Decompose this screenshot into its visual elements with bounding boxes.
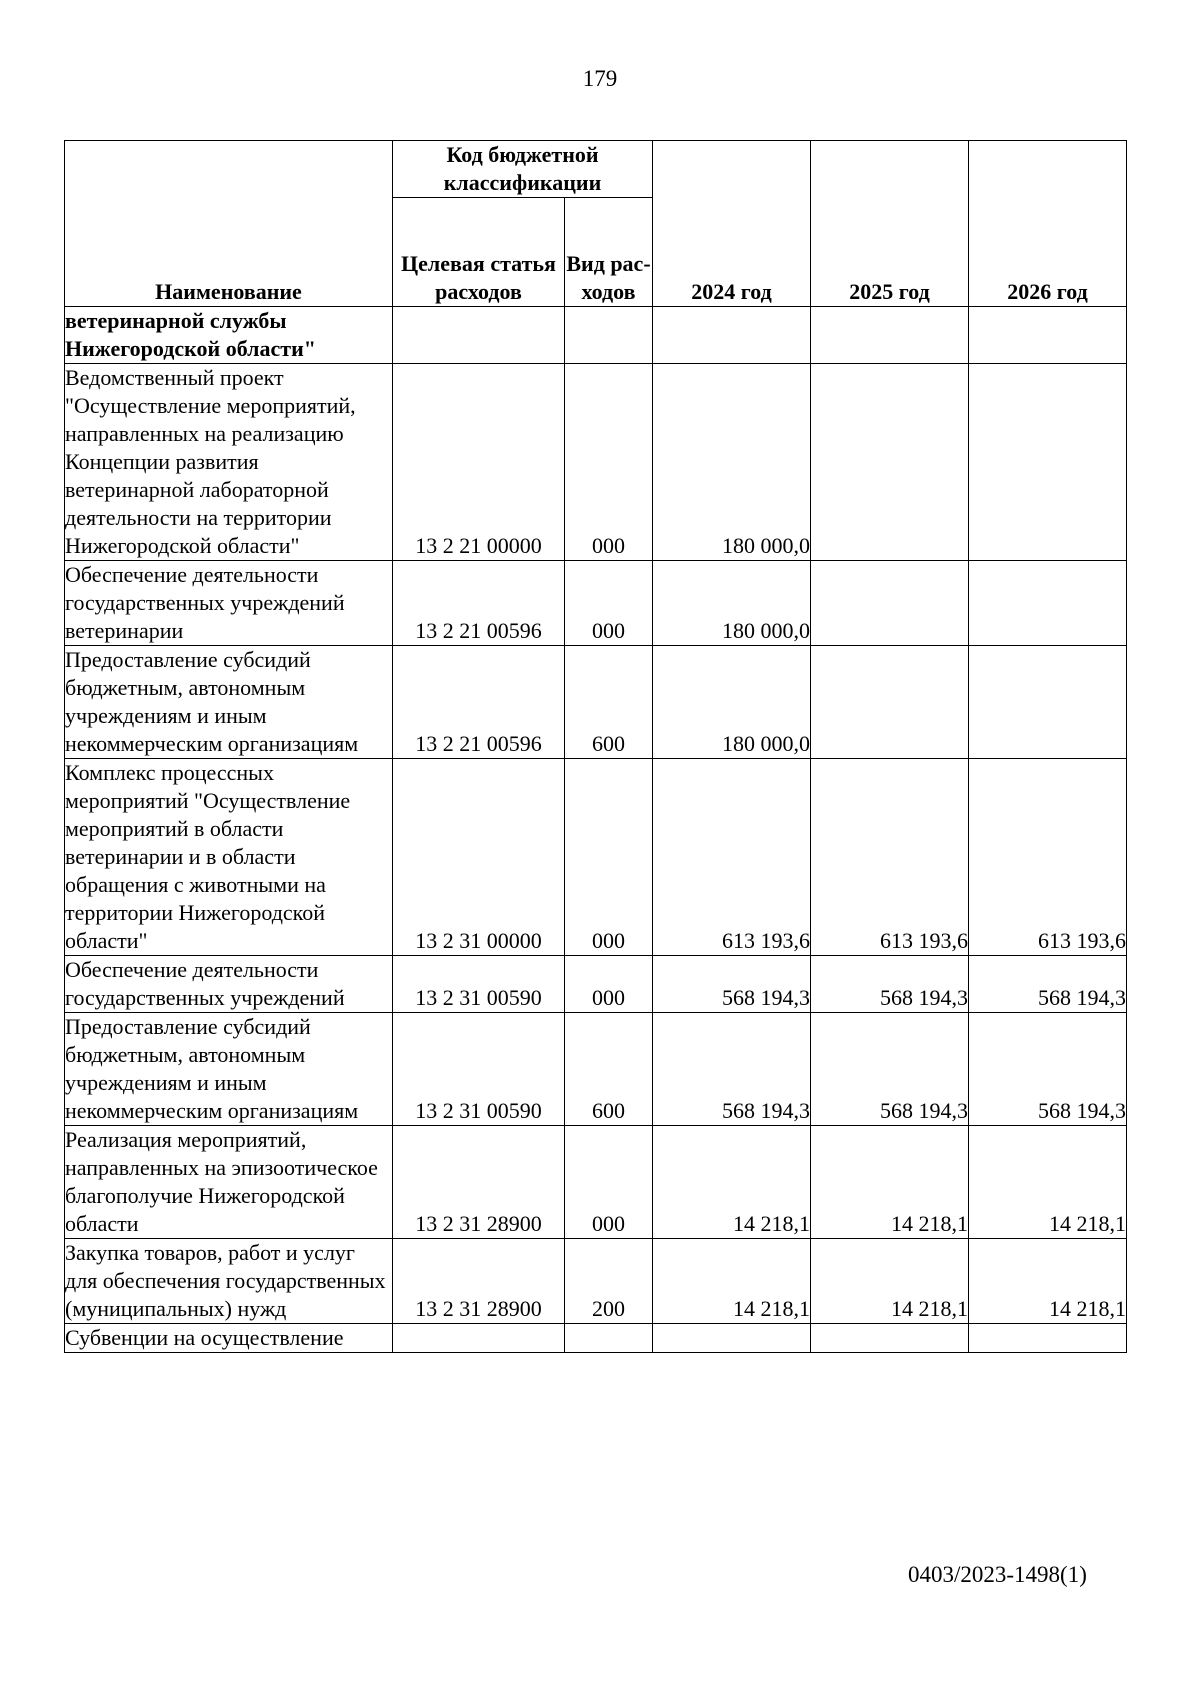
row-name: Предоставление субсидий бюджетным, автономным учреждениям и иным некоммерческим организациям <box>65 1013 393 1126</box>
row-expense-type: 000 <box>565 759 653 956</box>
row-value-2026: 568 194,3 <box>969 956 1127 1013</box>
row-name: Предоставление субсидий бюджетным, автономным учреждениям и иным некоммерческим организациям <box>65 646 393 759</box>
row-value-2025: 14 218,1 <box>811 1239 969 1324</box>
header-2024: 2024 год <box>653 141 811 307</box>
row-expense-type: 000 <box>565 364 653 561</box>
header-kbk: Код бюджетной классификации <box>393 141 653 198</box>
table-row <box>65 307 1127 364</box>
row-target-code: 13 2 31 00590 <box>393 1013 565 1126</box>
table-row <box>65 646 1127 759</box>
header-2026: 2026 год <box>969 141 1127 307</box>
table-row <box>65 1324 1127 1353</box>
row-target-code: 13 2 31 28900 <box>393 1126 565 1239</box>
table-row <box>65 1239 1127 1324</box>
row-value-2025 <box>811 646 969 759</box>
row-value-2026 <box>969 1324 1127 1353</box>
row-target-code <box>393 1324 565 1353</box>
row-expense-type: 600 <box>565 646 653 759</box>
row-value-2025 <box>811 1324 969 1353</box>
row-value-2025: 568 194,3 <box>811 1013 969 1126</box>
row-value-2026: 14 218,1 <box>969 1126 1127 1239</box>
page-number: 179 <box>582 66 618 91</box>
table-row <box>65 364 1127 561</box>
row-target-code: 13 2 31 28900 <box>393 1239 565 1324</box>
table-row <box>65 759 1127 956</box>
row-value-2026: 613 193,6 <box>969 759 1127 956</box>
table-row <box>65 1126 1127 1239</box>
row-value-2026 <box>969 364 1127 561</box>
row-name: Субвенции на осуществление <box>65 1324 393 1353</box>
row-value-2025: 568 194,3 <box>811 956 969 1013</box>
table-row <box>65 561 1127 646</box>
budget-table <box>64 140 1127 1353</box>
header-name: Наименование <box>65 141 393 307</box>
row-target-code: 13 2 21 00596 <box>393 646 565 759</box>
row-value-2025 <box>811 364 969 561</box>
row-name: Комплекс процессных мероприятий "Осуществление мероприятий в области ветеринарии и в области обращения с животными на территории Нижегородской области" <box>65 759 393 956</box>
table-row <box>65 1013 1127 1126</box>
header-expense-type: Вид рас-ходов <box>565 198 653 307</box>
row-target-code: 13 2 31 00590 <box>393 956 565 1013</box>
row-target-code: 13 2 31 00000 <box>393 759 565 956</box>
row-target-code: 13 2 21 00000 <box>393 364 565 561</box>
row-name: Ведомственный проект "Осуществление мероприятий, направленных на реализацию Концепции развития ветеринарной лабораторной деятельности на территории Нижегородской области" <box>65 364 393 561</box>
row-expense-type: 600 <box>565 1013 653 1126</box>
row-value-2024: 568 194,3 <box>653 956 811 1013</box>
row-value-2024 <box>653 1324 811 1353</box>
row-name: Реализация мероприятий, направленных на эпизоотическое благополучие Нижегородской области <box>65 1126 393 1239</box>
row-value-2024: 613 193,6 <box>653 759 811 956</box>
row-value-2024: 14 218,1 <box>653 1239 811 1324</box>
row-value-2024 <box>653 307 811 364</box>
header-target-article: Целевая статья расходов <box>393 198 565 307</box>
document-code: 0403/2023-1498(1) <box>908 1562 1087 1587</box>
row-value-2024: 568 194,3 <box>653 1013 811 1126</box>
row-value-2026: 568 194,3 <box>969 1013 1127 1126</box>
row-value-2024: 14 218,1 <box>653 1126 811 1239</box>
row-name: Обеспечение деятельности государственных учреждений ветеринарии <box>65 561 393 646</box>
row-value-2025: 14 218,1 <box>811 1126 969 1239</box>
row-name: ветеринарной службы Нижегородской области" <box>65 307 393 364</box>
row-target-code <box>393 307 565 364</box>
table-row <box>65 956 1127 1013</box>
row-value-2026 <box>969 561 1127 646</box>
row-value-2024: 180 000,0 <box>653 646 811 759</box>
row-value-2024: 180 000,0 <box>653 364 811 561</box>
row-value-2025 <box>811 307 969 364</box>
row-expense-type: 000 <box>565 956 653 1013</box>
row-value-2026: 14 218,1 <box>969 1239 1127 1324</box>
row-expense-type: 000 <box>565 1126 653 1239</box>
row-name: Закупка товаров, работ и услуг для обеспечения государственных (муниципальных) нужд <box>65 1239 393 1324</box>
row-value-2026 <box>969 646 1127 759</box>
row-name: Обеспечение деятельности государственных учреждений <box>65 956 393 1013</box>
header-2025: 2025 год <box>811 141 969 307</box>
row-value-2025: 613 193,6 <box>811 759 969 956</box>
row-value-2025 <box>811 561 969 646</box>
row-expense-type: 200 <box>565 1239 653 1324</box>
row-value-2024: 180 000,0 <box>653 561 811 646</box>
row-expense-type: 000 <box>565 561 653 646</box>
row-target-code: 13 2 21 00596 <box>393 561 565 646</box>
row-expense-type <box>565 1324 653 1353</box>
row-value-2026 <box>969 307 1127 364</box>
row-expense-type <box>565 307 653 364</box>
